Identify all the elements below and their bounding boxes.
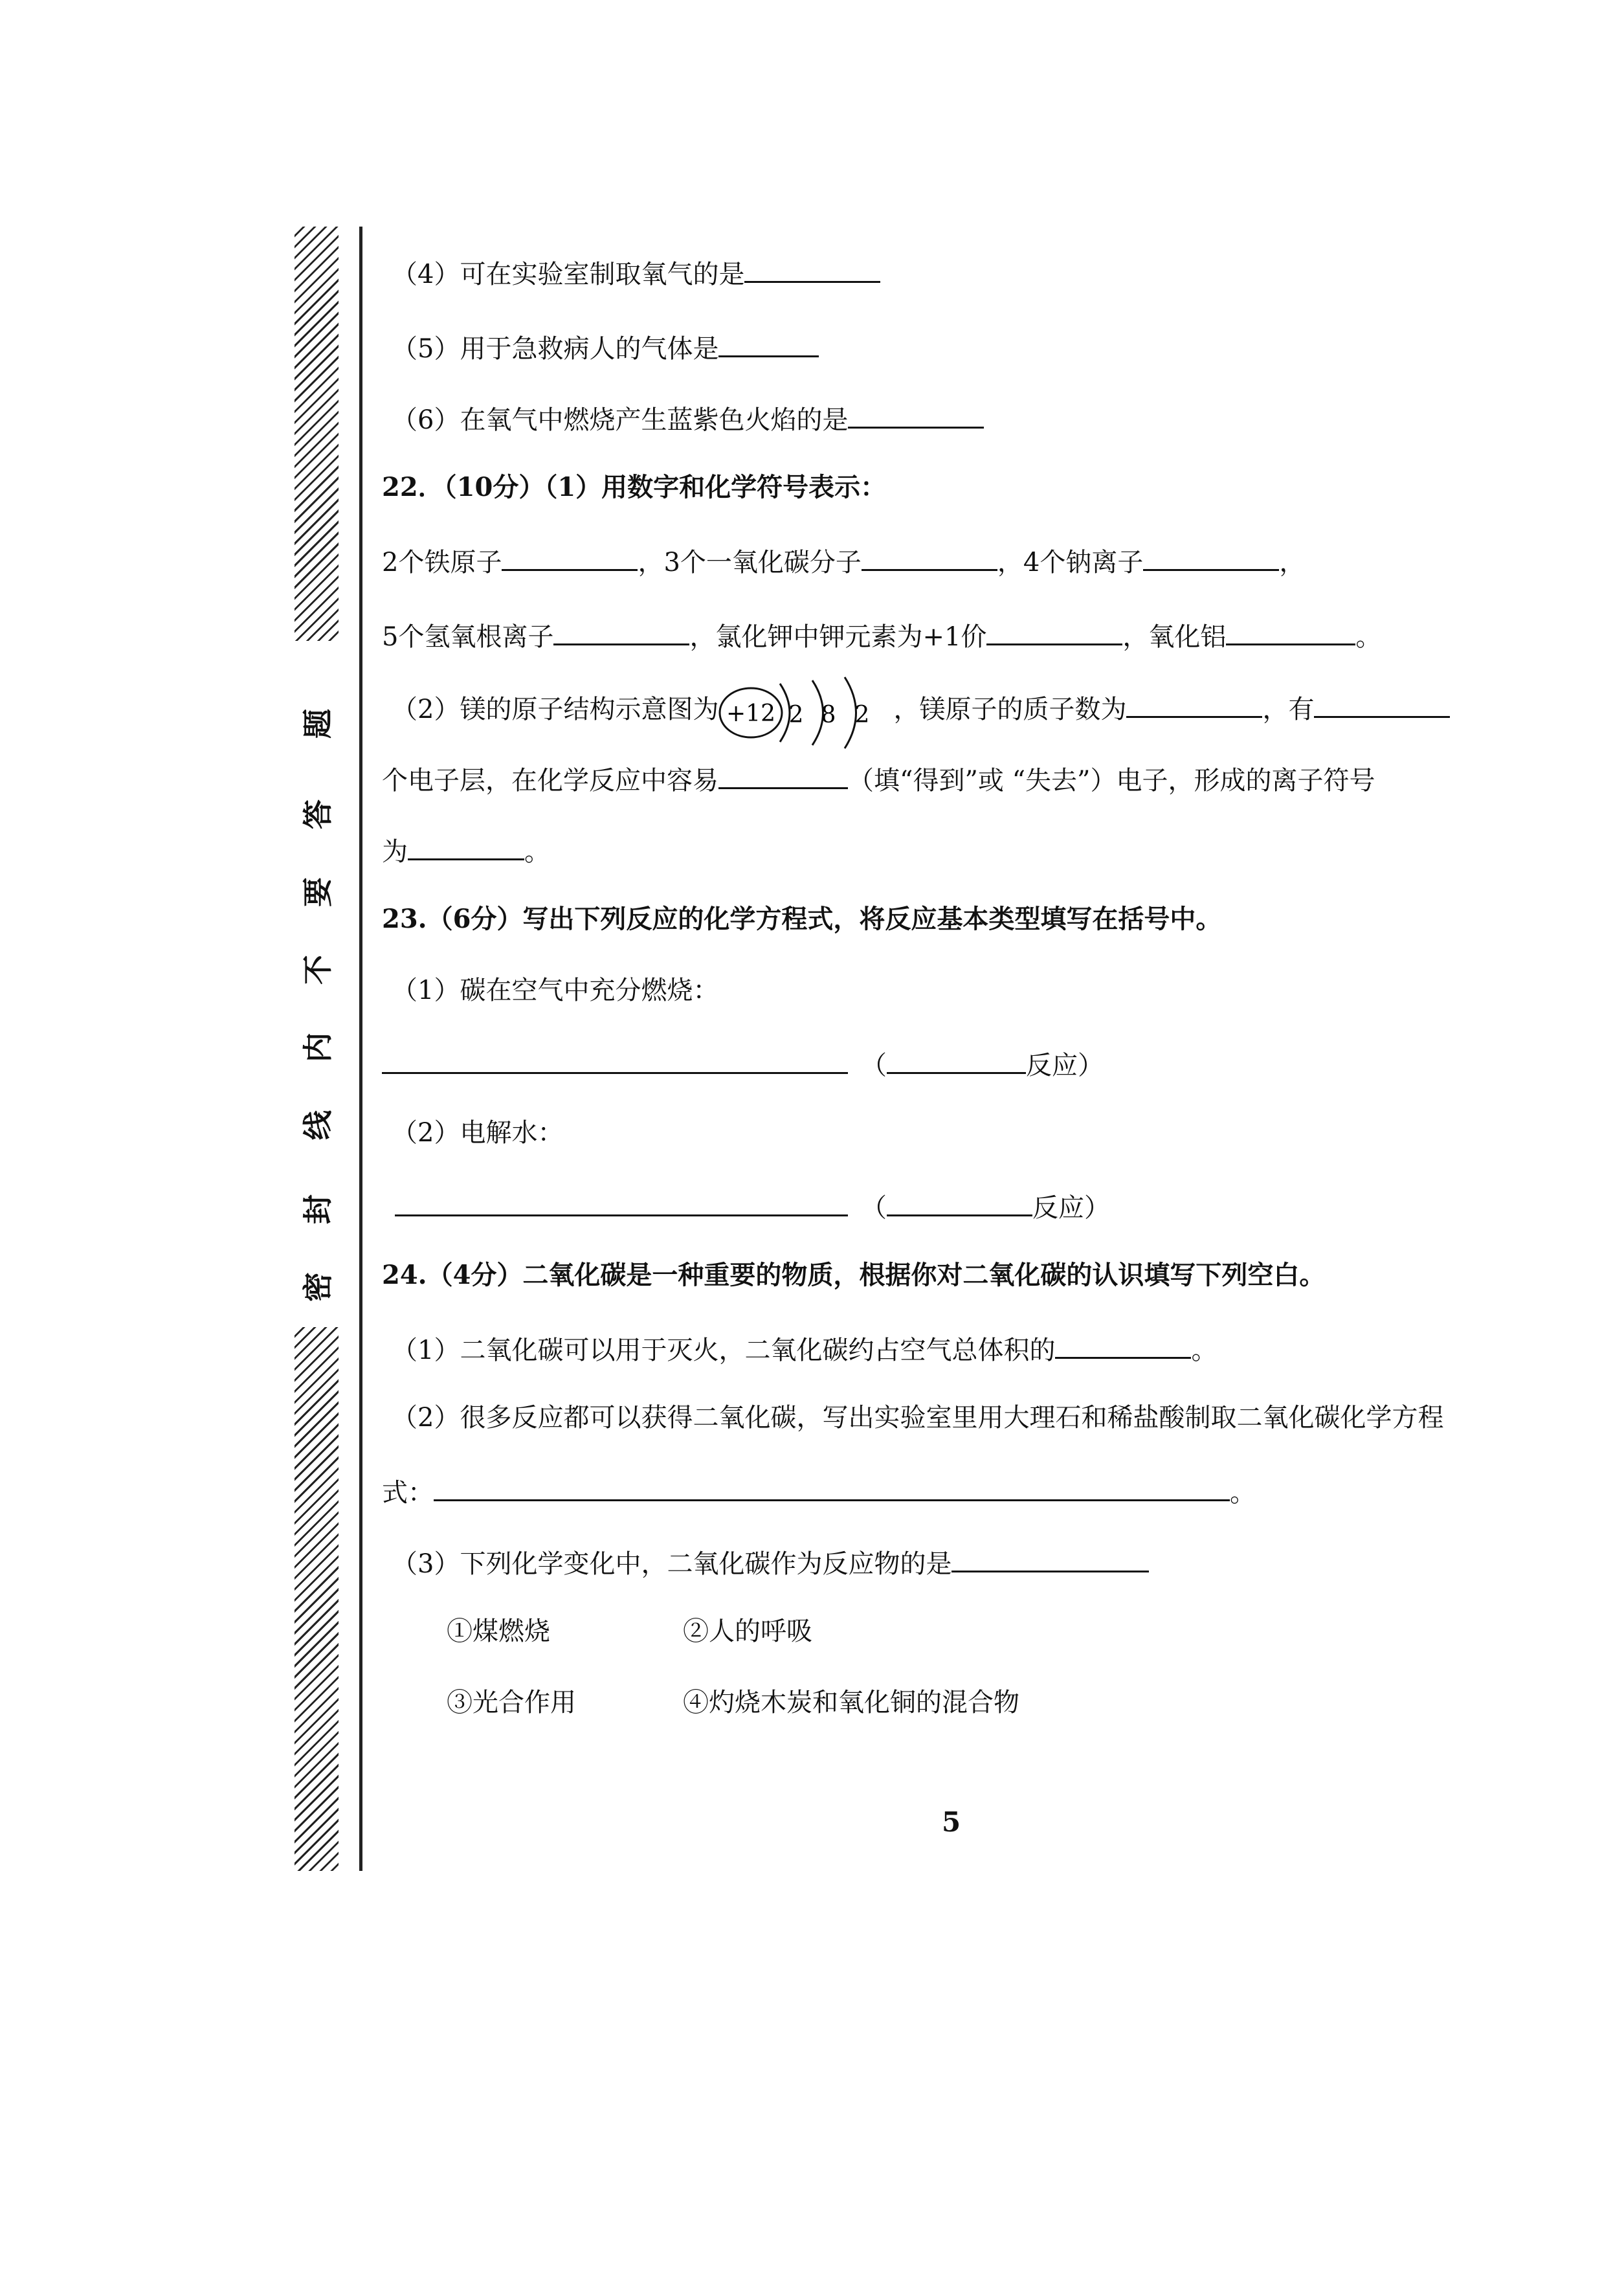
hatch-top [295,227,339,641]
answer-blank[interactable] [1226,615,1355,645]
option-2: ②人的呼吸 [683,1616,812,1646]
seal-char: 内 [300,1033,335,1062]
answer-blank[interactable] [1314,688,1450,718]
q22-row-c: （2）镁的原子结构示意图为 +12 2 8 2 ，镁原子的质子数为 ，有 [392,688,1450,730]
equation-blank[interactable] [382,1044,848,1074]
answer-blank[interactable] [1143,541,1279,571]
q22-row-a: 2个铁原子 ，3个一氧化碳分子 ，4个钠离子 ， [382,541,1305,581]
nucleus-charge: +12 [726,700,776,727]
q24-item3: （3）下列化学变化中，二氧化碳作为反应物的是 [392,1542,1149,1582]
shell-count: 2 [789,702,804,728]
seal-char: 封 [300,1194,335,1224]
q21-item5: （5）用于急救病人的气体是 [392,327,819,367]
seal-char: 要 [300,877,335,907]
shell-count: 8 [821,702,836,728]
q22-row-b: 5个氢氧根离子 ，氯化钾中钾元素为+1价 ，氧化铝 。 [382,615,1381,655]
q24-item2-answer: 式： 。 [382,1471,1256,1511]
equation-blank[interactable] [434,1471,1230,1501]
answer-blank[interactable] [1055,1328,1191,1359]
q23-item2-answer: （ 反应） [395,1186,1110,1226]
answer-blank[interactable] [986,615,1122,645]
option-3: ③光合作用 [447,1688,576,1717]
hatch-bottom [295,1327,339,1871]
answer-blank[interactable] [502,541,638,571]
page-number: 5 [942,1806,961,1838]
q23-heading: 23.（6分）写出下列反应的化学方程式，将反应基本类型填写在括号中。 [382,904,1222,934]
reaction-type-blank[interactable] [887,1186,1032,1216]
seal-char: 答 [300,800,335,829]
answer-blank[interactable] [848,398,984,429]
mg-atom-diagram [718,693,893,730]
answer-blank[interactable] [408,830,524,860]
shell-count: 2 [855,702,870,728]
q24-item1: （1）二氧化碳可以用于灭火，二氧化碳约占空气总体积的 。 [392,1328,1217,1369]
answer-blank[interactable] [718,759,848,789]
q23-item2: （2）电解水： [392,1118,564,1148]
q23-item1-answer: （ 反应） [382,1044,1104,1084]
seal-char: 密 [300,1272,335,1302]
q24-item2: （2）很多反应都可以获得二氧化碳，写出实验室里用大理石和稀盐酸制取二氧化碳化学方程 [392,1403,1444,1433]
answer-blank[interactable] [718,327,819,357]
q23-item1: （1）碳在空气中充分燃烧： [392,976,719,1005]
binding-line [359,227,362,1871]
answer-blank[interactable] [862,541,997,571]
answer-blank[interactable] [951,1542,1149,1572]
answer-blank[interactable] [553,615,689,645]
option-4: ④灼烧木炭和氧化铜的混合物 [683,1688,1019,1717]
answer-blank[interactable] [744,252,880,283]
option-1: ①煤燃烧 [447,1616,550,1646]
q22-heading: 22．（10分）（1）用数字和化学符号表示： [382,472,887,502]
q22-row-e: 为 。 [382,830,550,870]
q24-heading: 24.（4分）二氧化碳是一种重要的物质，根据你对二氧化碳的认识填写下列空白。 [382,1260,1326,1290]
seal-char: 题 [300,709,335,739]
answer-blank[interactable] [1126,688,1262,718]
equation-blank[interactable] [395,1186,848,1216]
seal-char: 不 [300,955,335,985]
q22-row-d: 个电子层，在化学反应中容易 （填“得到”或 “失去”）电子，形成的离子符号 [382,759,1375,799]
seal-char: 线 [300,1110,335,1140]
reaction-type-blank[interactable] [887,1044,1026,1074]
binding-margin [295,227,369,1871]
q21-item6: （6）在氧气中燃烧产生蓝紫色火焰的是 [392,398,984,438]
q21-item4: （4）可在实验室制取氧气的是 [392,252,880,293]
